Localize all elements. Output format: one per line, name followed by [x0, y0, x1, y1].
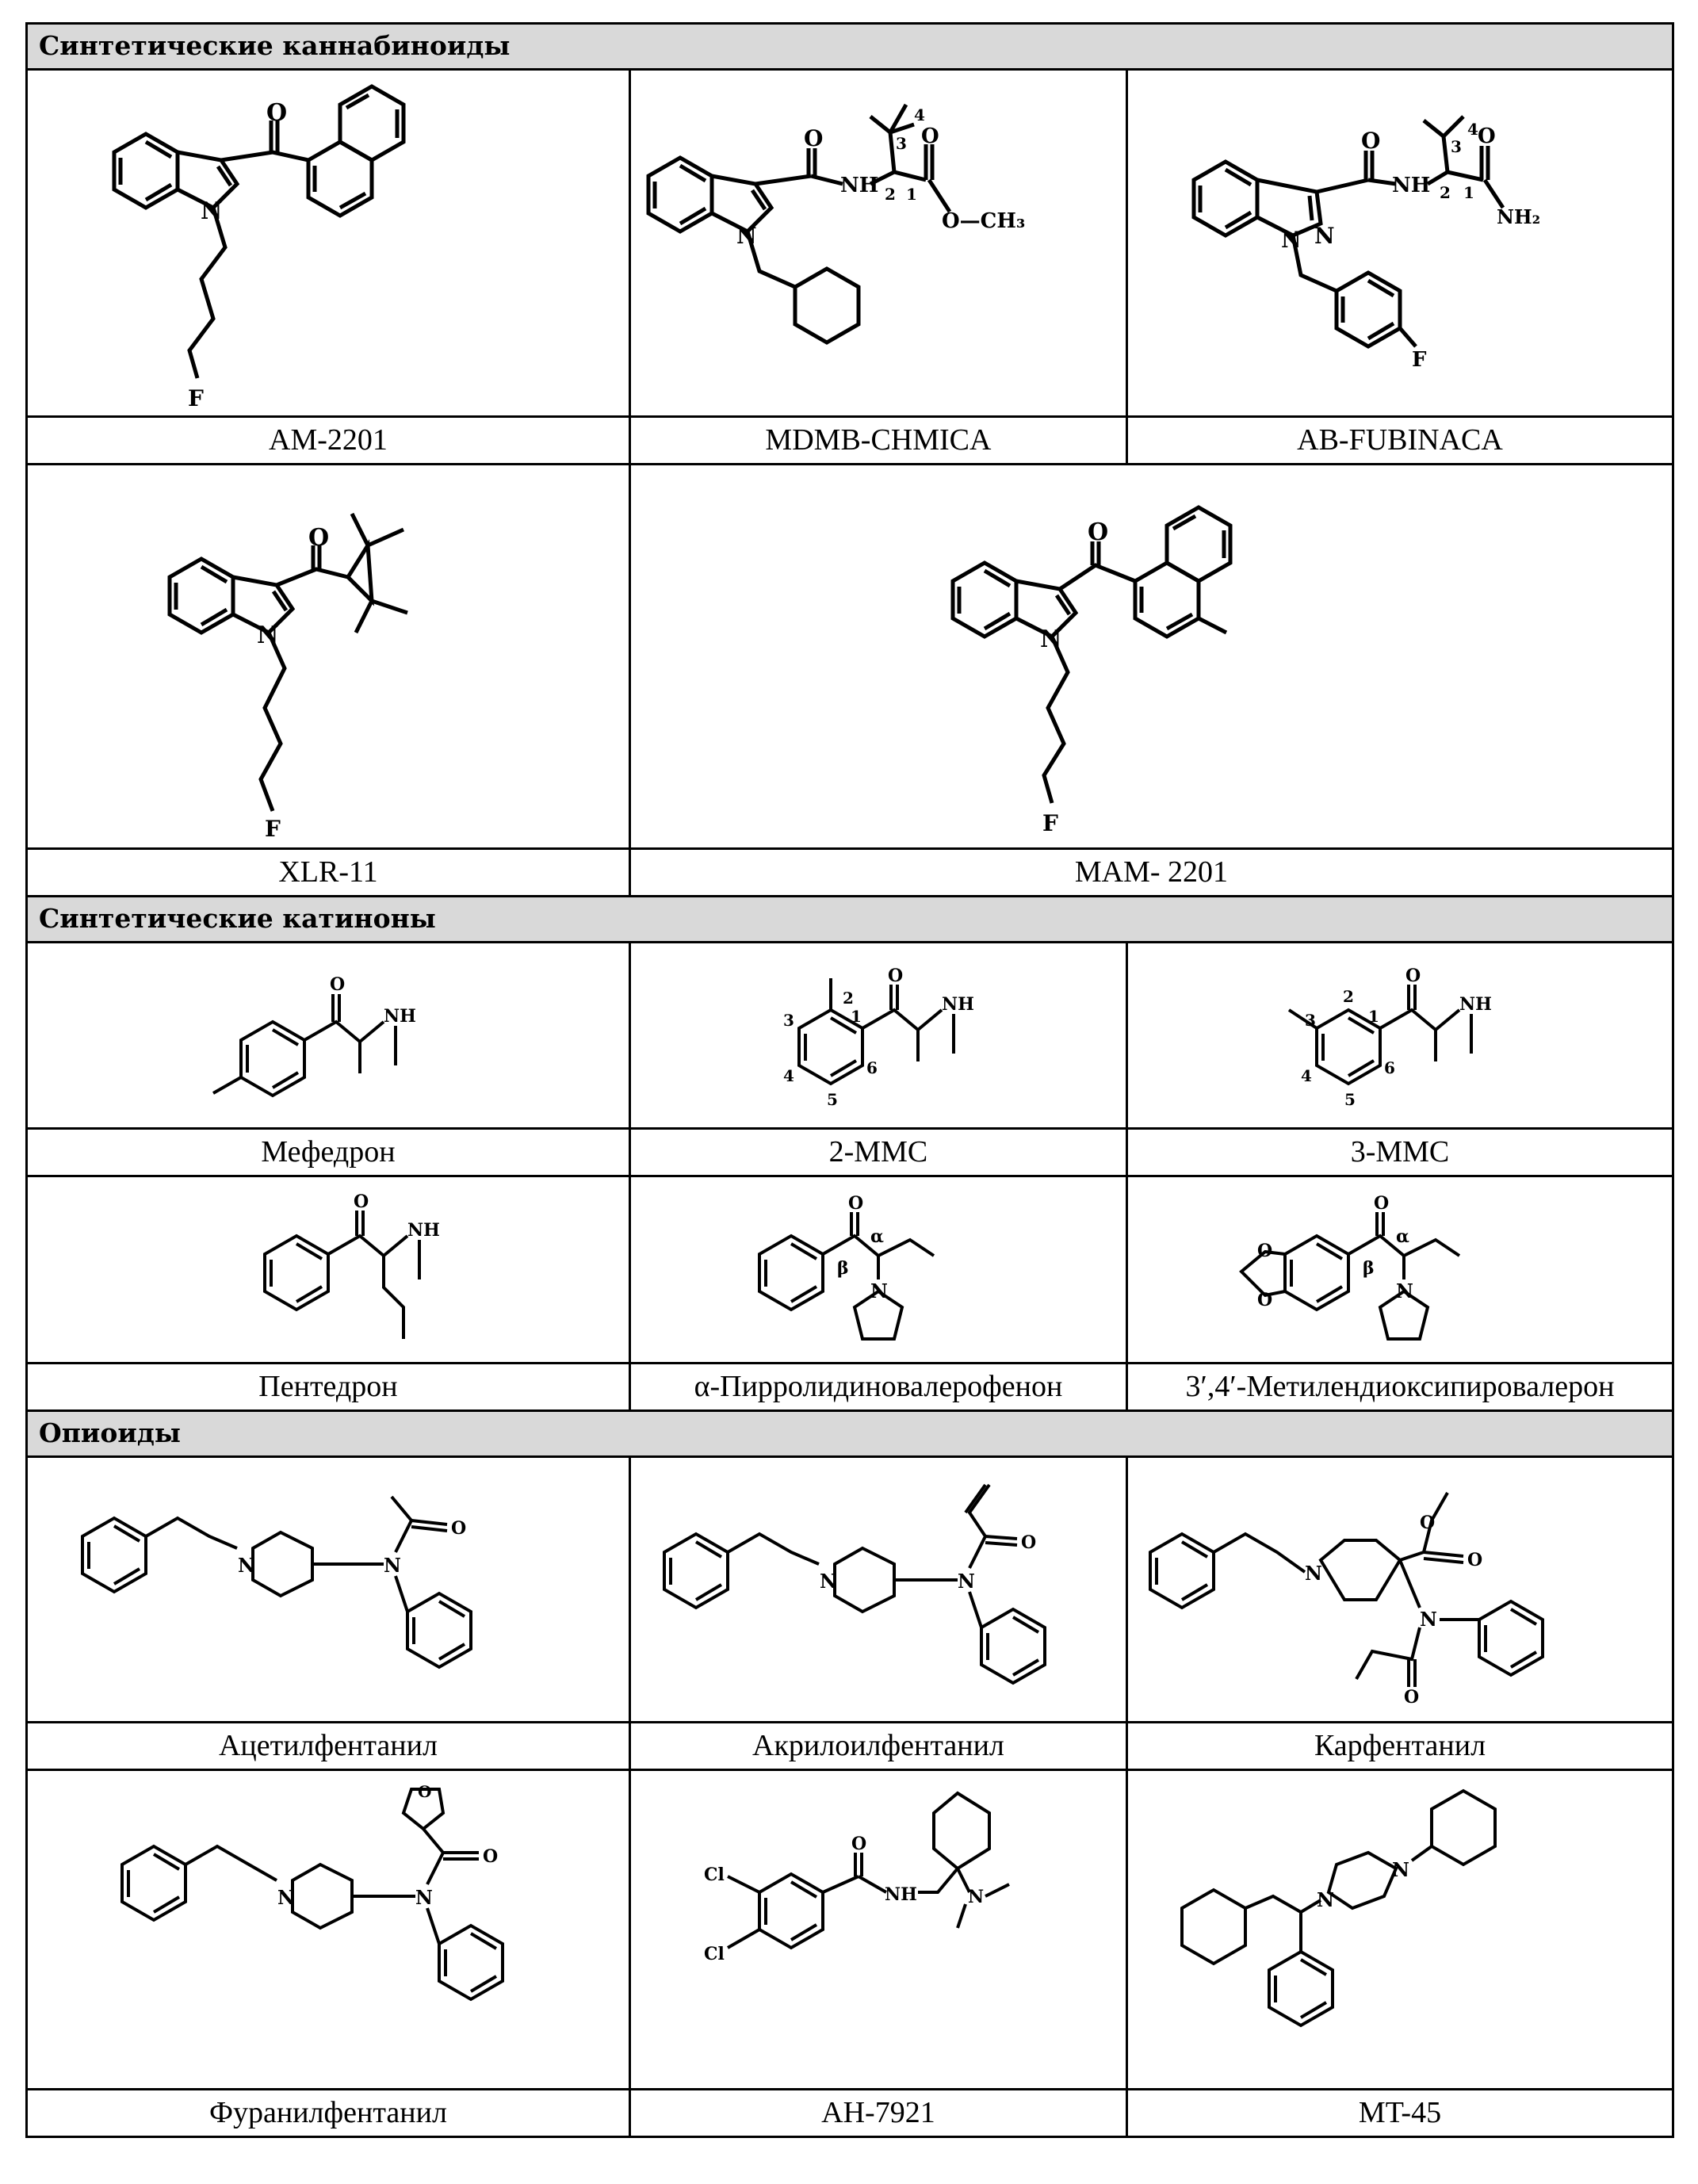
compound-name: Карфентанил	[1128, 1721, 1672, 1769]
compound-name: 2-MMC	[631, 1127, 1126, 1175]
compound-table	[25, 22, 1674, 2138]
atom-nh: NH	[1459, 993, 1492, 1015]
atom-o: O	[1020, 1532, 1037, 1553]
atom-f: F	[187, 384, 204, 411]
compound-cell-acetylfentanyl	[28, 1458, 631, 1769]
label-alpha: α	[870, 1226, 884, 1247]
atom-n: N	[200, 197, 223, 225]
structure-am2201	[28, 71, 629, 415]
atom-n: N	[957, 1569, 975, 1593]
structure-mephedrone	[28, 943, 629, 1127]
atom-cl: Cl	[703, 1943, 725, 1964]
atom-n: N	[1281, 226, 1302, 253]
compound-cell-am2201	[28, 71, 631, 463]
atom-o: O	[1420, 1512, 1436, 1533]
atom-n: N	[819, 1569, 837, 1593]
compound-name: AH-7921	[631, 2088, 1126, 2136]
compound-cell-2mmc	[631, 943, 1128, 1175]
table-row	[25, 68, 1674, 463]
atom-o: O	[1088, 518, 1109, 546]
compound-name: α-Пирролидиновалерофенон	[631, 1362, 1126, 1409]
compound-name: 3′,4′-Метилендиоксипировалерон	[1128, 1362, 1672, 1409]
compound-name: XLR-11	[28, 847, 629, 895]
atom-o: O	[1405, 965, 1421, 986]
atom-o: O	[1467, 1549, 1483, 1570]
compound-name: MT-45	[1128, 2088, 1672, 2136]
atom-nh: NH	[941, 993, 974, 1015]
atom-nh: NH	[383, 1005, 416, 1027]
table-row	[25, 1769, 1674, 2138]
compound-cell-acryloylfentanyl	[631, 1458, 1128, 1769]
atom-nh: NH	[1392, 173, 1431, 197]
atom-o: O	[847, 1193, 864, 1214]
atom-nh: NH	[884, 1884, 917, 1905]
atom-n: N	[256, 622, 279, 649]
table-row	[25, 1455, 1674, 1769]
compound-name: Мефедрон	[28, 1127, 629, 1175]
compound-cell-mdmb-chmica	[631, 71, 1128, 463]
atom-o: O	[450, 1517, 467, 1539]
atom-o: O	[1374, 1193, 1390, 1214]
compound-cell-pentedrone	[28, 1177, 631, 1409]
atom-f: F	[264, 816, 281, 842]
atom-nh2: NH₂	[1497, 205, 1541, 228]
atom-n: N	[1392, 1857, 1409, 1881]
structure-mam2201	[631, 465, 1672, 847]
atom-n: N	[415, 1885, 433, 1909]
compound-name: Акрилоилфентанил	[631, 1721, 1126, 1769]
locant: 5	[1344, 1089, 1356, 1109]
label-beta: β	[1363, 1258, 1375, 1279]
locant: 2	[842, 988, 854, 1008]
atom-o: O	[1257, 1241, 1273, 1261]
locant: 3	[1305, 1010, 1316, 1030]
structure-xlr11	[28, 465, 629, 847]
locant: 4	[1301, 1065, 1312, 1085]
locant: 1	[905, 184, 917, 204]
atom-o: O	[266, 98, 288, 127]
compound-cell-mephedrone	[28, 943, 631, 1175]
atom-o: O	[329, 973, 346, 995]
locant: 4	[913, 105, 925, 124]
structure-a-pvp	[631, 1177, 1126, 1362]
atom-n: N	[1317, 1888, 1334, 1911]
table-row	[25, 463, 1674, 895]
atom-n: N	[237, 1553, 255, 1577]
structure-acryloylfentanyl	[631, 1458, 1126, 1721]
atom-o: O	[308, 524, 330, 552]
structure-carfentanil	[1128, 1458, 1672, 1721]
atom-n: N	[277, 1885, 295, 1909]
compound-cell-mt45	[1128, 1771, 1674, 2136]
compound-name: Фуранилфентанил	[28, 2088, 629, 2136]
locant: 4	[1467, 119, 1478, 139]
table-row	[25, 941, 1674, 1175]
atom-o: O	[851, 1833, 867, 1854]
locant: 1	[1368, 1006, 1379, 1026]
locant: 3	[782, 1010, 794, 1030]
compound-name: Пентедрон	[28, 1362, 629, 1409]
atom-n: N	[1305, 1561, 1322, 1585]
locant: 3	[895, 133, 907, 153]
compound-name: MAM- 2201	[631, 847, 1672, 895]
structure-acetylfentanyl	[28, 1458, 629, 1721]
atom-nh: NH	[839, 173, 879, 197]
structure-mt45	[1128, 1771, 1672, 2088]
atom-nh: NH	[407, 1220, 440, 1241]
compound-cell-ah7921	[631, 1771, 1128, 2136]
atom-o: O	[1257, 1290, 1273, 1310]
atom-o: O	[417, 1781, 432, 1801]
atom-o: O	[920, 124, 939, 148]
atom-n: N	[1040, 625, 1062, 653]
table-row	[25, 1175, 1674, 1409]
structure-ab-fubinaca	[1128, 71, 1672, 415]
atom-n: N	[1420, 1607, 1437, 1631]
compound-name: 3-MMC	[1128, 1127, 1672, 1175]
compound-cell-mdpv	[1128, 1177, 1674, 1409]
compound-cell-mam2201	[631, 465, 1674, 895]
structure-2mmc	[631, 943, 1126, 1127]
atom-n: N	[967, 1886, 985, 1907]
atom-f: F	[1042, 810, 1059, 836]
locant: 1	[850, 1006, 862, 1026]
atom-och3: O—CH₃	[941, 208, 1026, 233]
label-beta: β	[836, 1258, 849, 1279]
compound-cell-3mmc	[1128, 943, 1674, 1175]
locant: 6	[1384, 1058, 1395, 1077]
atom-n: N	[1314, 222, 1335, 249]
locant: 3	[1451, 136, 1462, 156]
locant: 1	[1463, 182, 1474, 202]
compound-name: MDMB-CHMICA	[631, 415, 1126, 463]
atom-n: N	[736, 222, 757, 249]
atom-n: N	[870, 1279, 888, 1302]
compound-cell-furanylfentanyl	[28, 1771, 631, 2136]
atom-o: O	[482, 1845, 499, 1867]
atom-o: O	[1404, 1686, 1420, 1708]
compound-cell-ab-fubinaca	[1128, 71, 1674, 463]
locant: 5	[826, 1089, 838, 1109]
atom-o: O	[887, 965, 904, 986]
atom-n: N	[1396, 1279, 1413, 1302]
locant: 6	[866, 1058, 878, 1077]
compound-name: AB-FUBINACA	[1128, 415, 1672, 463]
atom-o: O	[1361, 127, 1381, 154]
locant: 2	[1440, 182, 1451, 202]
label-alpha: α	[1396, 1226, 1409, 1247]
compound-cell-carfentanil	[1128, 1458, 1674, 1769]
compound-cell-a-pvp	[631, 1177, 1128, 1409]
compound-name: Ацетилфентанил	[28, 1721, 629, 1769]
atom-o: O	[1478, 124, 1496, 148]
section-header-opioids: Опиоиды	[25, 1409, 1674, 1455]
locant: 4	[782, 1065, 794, 1085]
locant: 2	[1343, 986, 1354, 1006]
atom-o: O	[803, 124, 824, 151]
atom-o: O	[353, 1191, 369, 1212]
section-header-cannabinoids: Синтетические каннабиноиды	[25, 22, 1674, 68]
compound-name: AM-2201	[28, 415, 629, 463]
compound-cell-xlr11	[28, 465, 631, 895]
structure-ah7921	[631, 1771, 1126, 2088]
atom-n: N	[383, 1553, 401, 1577]
structure-mdmb-chmica	[631, 71, 1126, 415]
structure-pentedrone	[28, 1177, 629, 1362]
structure-3mmc	[1128, 943, 1672, 1127]
atom-f: F	[1412, 347, 1427, 372]
atom-cl: Cl	[703, 1864, 725, 1885]
structure-furanylfentanyl	[28, 1771, 629, 2088]
section-header-cathinones: Синтетические катиноны	[25, 895, 1674, 941]
locant: 2	[884, 184, 896, 204]
structure-mdpv	[1128, 1177, 1672, 1362]
